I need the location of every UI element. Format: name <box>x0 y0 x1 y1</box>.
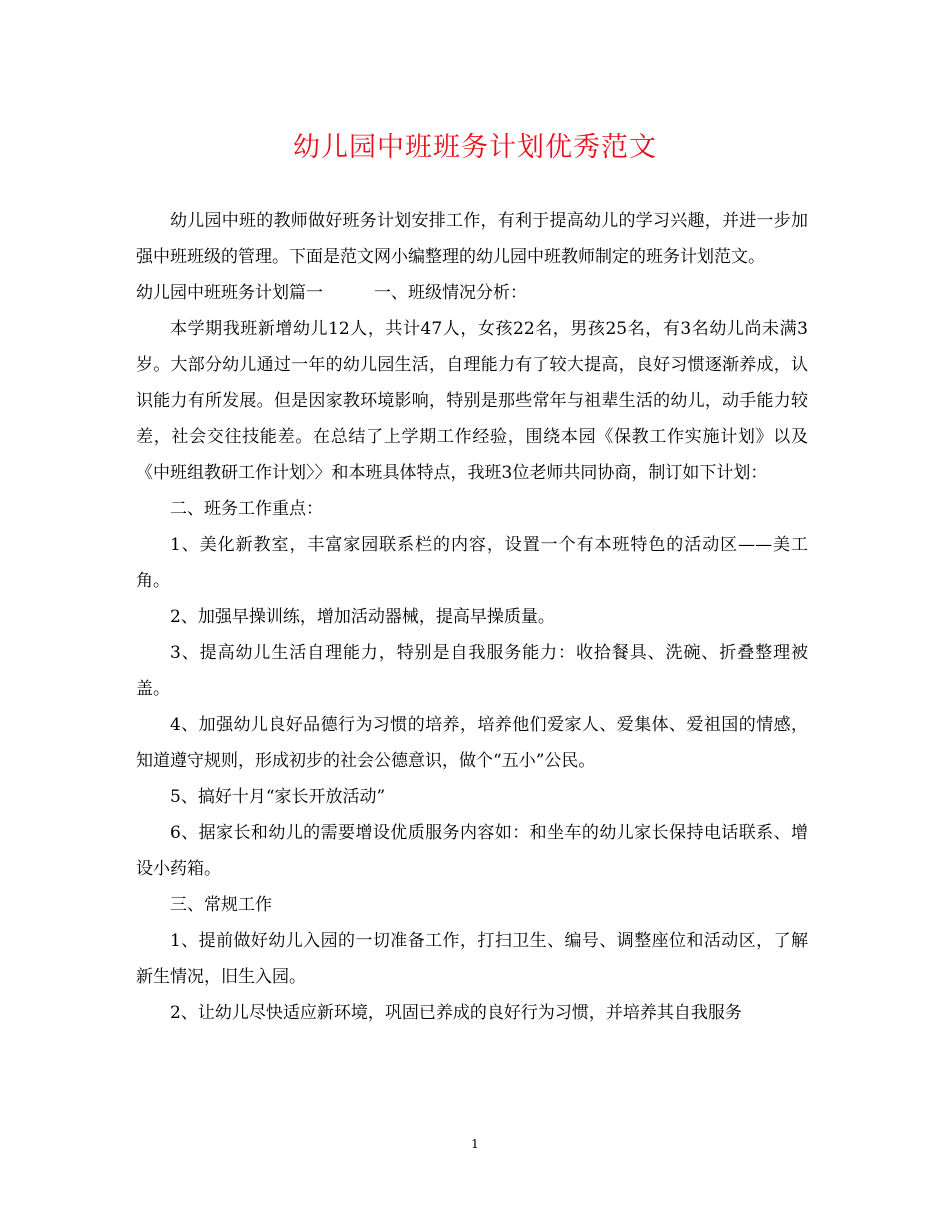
paragraph-routine-1: 1、提前做好幼儿入园的一切准备工作，打扫卫生、编号、调整座位和活动区，了解新生情况，旧生入园。 <box>136 931 808 987</box>
document-body <box>136 203 808 1031</box>
paragraph-item-4: 4、加强幼儿良好品德行为习惯的培养，培养他们爱家人、爱集体、爱祖国的情感，知道遵守规则，形成初步的社会公德意识，做个“五小”公民。 <box>136 715 808 771</box>
paragraph-heading-routine-work: 三、常规工作 <box>170 895 272 915</box>
paragraph-item-6: 6、据家长和幼儿的需要增设优质服务内容如：和坐车的幼儿家长保持电话联系、增设小药箱。 <box>136 823 808 879</box>
paragraph-item-1: 1、美化新教室，丰富家园联系栏的内容，设置一个有本班特色的活动区——美工角。 <box>136 535 808 591</box>
intro-paragraph: 幼儿园中班的教师做好班务计划安排工作，有利于提高幼儿的学习兴趣，并进一步加强中班班级的管理。下面是范文网小编整理的幼儿园中班教师制定的班务计划范文。 <box>136 211 808 267</box>
paragraph-routine-2: 2、让幼儿尽快适应新环境，巩固已养成的良好行为习惯，并培养其自我服务 <box>170 1003 742 1023</box>
paragraph-item-3: 3、提高幼儿生活自理能力，特别是自我服务能力：收拾餐具、洗碗、折叠整理被盖。 <box>136 643 808 699</box>
paragraph-class-analysis: 本学期我班新增幼儿12人，共计47人，女孩22名，男孩25名，有3名幼儿尚未满3岁。大部分幼儿通过一年的幼儿园生活，自理能力有了较大提高，良好习惯逐渐养成，认识能力有所发展。但是因家教环境影响，特别是那些常年与祖辈生活的幼儿，动手能力较差，社会交往技能差。在总结了上学期工作经验，围绕本园《保教工作实施计划》以及《中班组教研工作计划〉〉和本班具体特点，我班3位老师共同协商，制订如下计划： <box>136 319 808 483</box>
paragraph-item-2: 2、加强早操训练，增加活动器械，提高早操质量。 <box>170 607 555 627</box>
document-title: 幼儿园中班班务计划优秀范文 <box>293 132 657 163</box>
paragraph-item-5: 5、搞好十月“家长开放活动” <box>170 787 386 807</box>
page-number: 1 <box>471 1137 479 1151</box>
section-heading: 幼儿园中班班务计划篇一 一、班级情况分析： <box>136 283 527 303</box>
paragraph-heading-key-work: 二、班务工作重点： <box>170 499 323 519</box>
